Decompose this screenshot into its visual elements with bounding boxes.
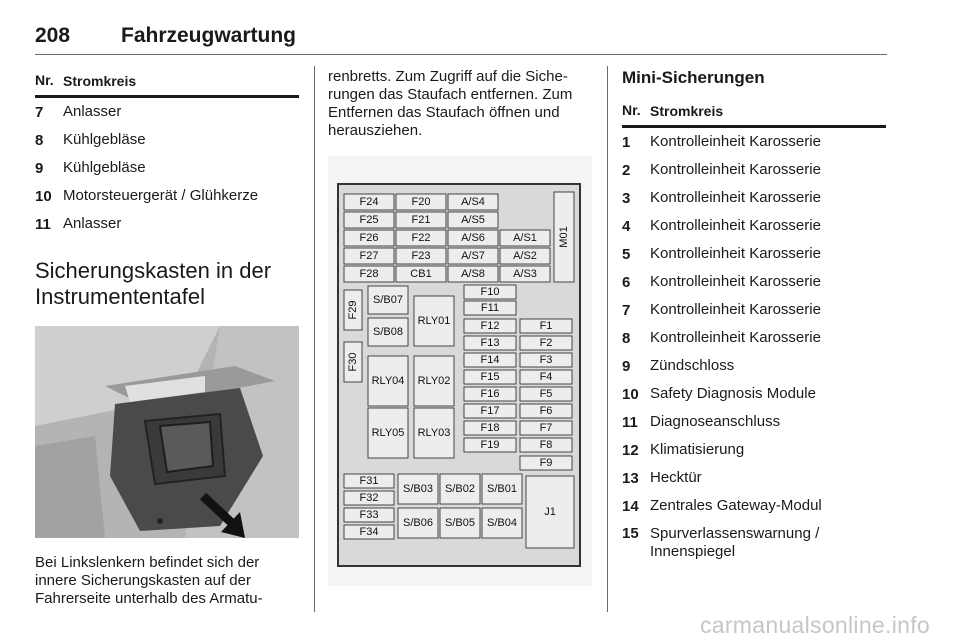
fuse-label: F4 (539, 371, 553, 383)
fuse-label: F34 (359, 526, 379, 538)
fuse-label: F21 (411, 214, 431, 226)
fuse-label: F31 (359, 475, 379, 487)
row-number: 10 (35, 187, 52, 205)
table-row (622, 352, 886, 380)
row-number: 4 (622, 217, 631, 235)
fuse-label: F22 (411, 232, 431, 244)
page-title: Fahrzeugwartung (121, 24, 297, 47)
row-text-line: Kühlgebläse (63, 159, 146, 176)
row-number: 14 (622, 497, 639, 515)
fuse-label: F33 (359, 509, 379, 521)
glovebox-photo (35, 326, 299, 538)
table-row (622, 296, 886, 324)
fuse-label: S/B04 (487, 517, 517, 529)
page-header (35, 24, 887, 55)
watermark: carmanualsonline.info (699, 612, 930, 638)
fuse-label: F29 (347, 300, 359, 320)
fuse-label: F25 (359, 214, 379, 226)
fuse-label: A/S7 (461, 250, 485, 262)
row-text (650, 497, 886, 515)
column-divider-1 (314, 66, 315, 612)
fuse-label: M01 (558, 226, 570, 248)
section-heading (35, 258, 299, 310)
fuse-label: A/S4 (461, 196, 485, 208)
row-text (63, 215, 299, 233)
fuse-label: F9 (539, 457, 553, 469)
row-number: 6 (622, 273, 631, 291)
fuse-label: S/B06 (403, 517, 433, 529)
row-text-line: Kühlgebläse (63, 131, 146, 148)
fuse-label: A/S1 (513, 232, 537, 244)
fuse-label: F24 (359, 196, 379, 208)
table-row (622, 156, 886, 184)
row-text-line: Diagnoseanschluss (650, 413, 781, 430)
section-heading-line: Instrumententafel (35, 284, 205, 309)
fuse-label: F27 (359, 250, 379, 262)
fuse-label: RLY03 (417, 427, 451, 439)
fuse-label: F18 (480, 422, 500, 434)
row-number: 10 (622, 385, 639, 403)
table-row (622, 520, 886, 561)
mini-table-body (622, 128, 886, 561)
fuse-label: F26 (359, 232, 379, 244)
row-text (650, 329, 886, 347)
row-text-line: Spurverlassenswarnung / (650, 525, 820, 542)
text-line: Fahrerseite unterhalb des Armatu- (35, 590, 263, 607)
row-text (650, 217, 886, 235)
fuse-label: S/B08 (373, 326, 403, 338)
table-row (622, 240, 886, 268)
fusebox-svg (328, 156, 592, 586)
row-text-line: Anlasser (63, 103, 122, 120)
row-text (650, 189, 886, 207)
fuse-label: RLY05 (371, 427, 405, 439)
row-text-line: Kontrolleinheit Karosserie (650, 133, 821, 150)
row-text (63, 131, 299, 149)
fuse-label: S/B05 (445, 517, 475, 529)
fuse-label: F8 (539, 439, 553, 451)
fuse-label: F13 (480, 337, 500, 349)
text-line: innere Sicherungskasten auf der (35, 572, 251, 589)
page-number: 208 (35, 24, 71, 47)
fuse-label: A/S8 (461, 268, 485, 280)
table-row (35, 126, 299, 154)
mini-table-header (622, 102, 886, 128)
row-number: 8 (35, 131, 44, 149)
table-row (622, 492, 886, 520)
fuse-label: F28 (359, 268, 379, 280)
row-text-line: Anlasser (63, 215, 122, 232)
table-row (35, 154, 299, 182)
row-text (650, 441, 886, 459)
table-row (622, 324, 886, 352)
fuse-label: A/S5 (461, 214, 485, 226)
row-text (650, 245, 886, 263)
fuse-label: F12 (480, 320, 500, 332)
table-row (35, 210, 299, 238)
paragraph-continued (328, 68, 592, 140)
fuse-label: A/S6 (461, 232, 485, 244)
column-left (35, 68, 299, 608)
fuse-label: S/B02 (445, 483, 475, 495)
row-text-line: Klimatisierung (650, 441, 745, 458)
col-circuit: Stromkreis (650, 103, 724, 119)
row-number: 15 (622, 525, 639, 542)
fuse-label: F32 (359, 492, 379, 504)
fuse-label: S/B03 (403, 483, 433, 495)
fuse-label: F15 (480, 371, 500, 383)
row-text-line: Zentrales Gateway-Modul (650, 497, 822, 514)
table-row (622, 464, 886, 492)
table-row (622, 436, 886, 464)
text-line: Bei Linkslenkern befindet sich der (35, 554, 260, 571)
fuse-label: RLY04 (371, 375, 405, 387)
column-divider-2 (607, 66, 608, 612)
fuse-label: F10 (480, 286, 500, 298)
row-number: 7 (622, 301, 631, 319)
row-number: 2 (622, 161, 631, 179)
text-line: rungen das Staufach entfernen. Zum (328, 86, 573, 103)
row-number: 3 (622, 189, 631, 207)
row-text-line: Kontrolleinheit Karosserie (650, 189, 821, 206)
fuse-label: S/B07 (373, 294, 403, 306)
row-text (650, 133, 886, 151)
row-number: 7 (35, 103, 44, 121)
row-text (650, 161, 886, 179)
col-nr: Nr. (35, 72, 54, 88)
row-text (650, 525, 886, 561)
row-number: 11 (35, 215, 51, 233)
fuse-label: F19 (480, 439, 500, 451)
table-row (622, 380, 886, 408)
row-text (650, 469, 886, 487)
section-heading-line: Sicherungskasten in der (35, 258, 272, 283)
row-text (650, 357, 886, 375)
row-text-line: Kontrolleinheit Karosserie (650, 217, 821, 234)
table-row (622, 212, 886, 240)
table-body (35, 98, 299, 238)
row-text (63, 159, 299, 177)
fuse-label: F5 (539, 388, 553, 400)
row-text (650, 385, 886, 403)
paragraph-intro (35, 554, 299, 608)
table-row (622, 128, 886, 156)
column-middle (328, 68, 592, 586)
row-number: 5 (622, 245, 631, 263)
row-text (650, 273, 886, 291)
fuse-label: F7 (539, 422, 553, 434)
table-row (622, 408, 886, 436)
fuse-label: F2 (539, 337, 553, 349)
fuse-label: F3 (539, 354, 553, 366)
fuse-label: F11 (480, 302, 500, 314)
table-row (622, 184, 886, 212)
fuse-label: F23 (411, 250, 431, 262)
text-line: Entfernen das Staufach öffnen und (328, 104, 560, 121)
row-number: 9 (622, 357, 631, 375)
row-text (63, 103, 299, 121)
table-row (35, 98, 299, 126)
row-text-line: Safety Diagnosis Module (650, 385, 816, 402)
table-row (622, 268, 886, 296)
fuse-label: F14 (480, 354, 500, 366)
fuse-label: F6 (539, 405, 553, 417)
col-circuit: Stromkreis (63, 73, 137, 89)
fuse-label: A/S2 (513, 250, 537, 262)
row-number: 13 (622, 469, 639, 487)
row-number: 9 (35, 159, 44, 177)
row-text-line: Motorsteuergerät / Glühkerze (63, 187, 259, 204)
row-text-line: Kontrolleinheit Karosserie (650, 329, 821, 346)
row-text (650, 301, 886, 319)
mini-heading: Mini-Sicherungen (622, 68, 765, 87)
row-number: 11 (622, 413, 638, 431)
fuse-label: F20 (411, 196, 431, 208)
text-line: herausziehen. (328, 122, 423, 139)
table-header (35, 72, 299, 98)
fuse-label: S/B01 (487, 483, 517, 495)
col-nr: Nr. (622, 102, 641, 118)
fusebox-diagram (328, 156, 592, 586)
fuse-label: RLY02 (417, 375, 451, 387)
row-number: 12 (622, 441, 639, 459)
fuse-label: CB1 (410, 268, 432, 280)
fuse-label: RLY01 (417, 315, 451, 327)
row-text (650, 413, 886, 431)
row-text-line: Zündschloss (650, 357, 735, 374)
fuse-label: J1 (544, 506, 556, 518)
row-text-line: Hecktür (650, 469, 702, 486)
fuse-label: A/S3 (513, 268, 537, 280)
row-text-line: Kontrolleinheit Karosserie (650, 161, 821, 178)
table-row (35, 182, 299, 210)
row-text (63, 187, 299, 205)
fuse-label: F1 (539, 320, 553, 332)
row-text-line: Kontrolleinheit Karosserie (650, 301, 821, 318)
fuse-label: F30 (347, 352, 359, 372)
row-number: 8 (622, 329, 631, 347)
fuse-label: F17 (480, 405, 500, 417)
row-text-line: Kontrolleinheit Karosserie (650, 245, 821, 262)
row-text-line: Innenspiegel (650, 543, 736, 560)
fuse-label: F16 (480, 388, 500, 400)
column-right (622, 68, 886, 561)
text-line: renbretts. Zum Zugriff auf die Siche- (328, 68, 568, 85)
row-text-line: Kontrolleinheit Karosserie (650, 273, 821, 290)
row-number: 1 (622, 133, 631, 151)
